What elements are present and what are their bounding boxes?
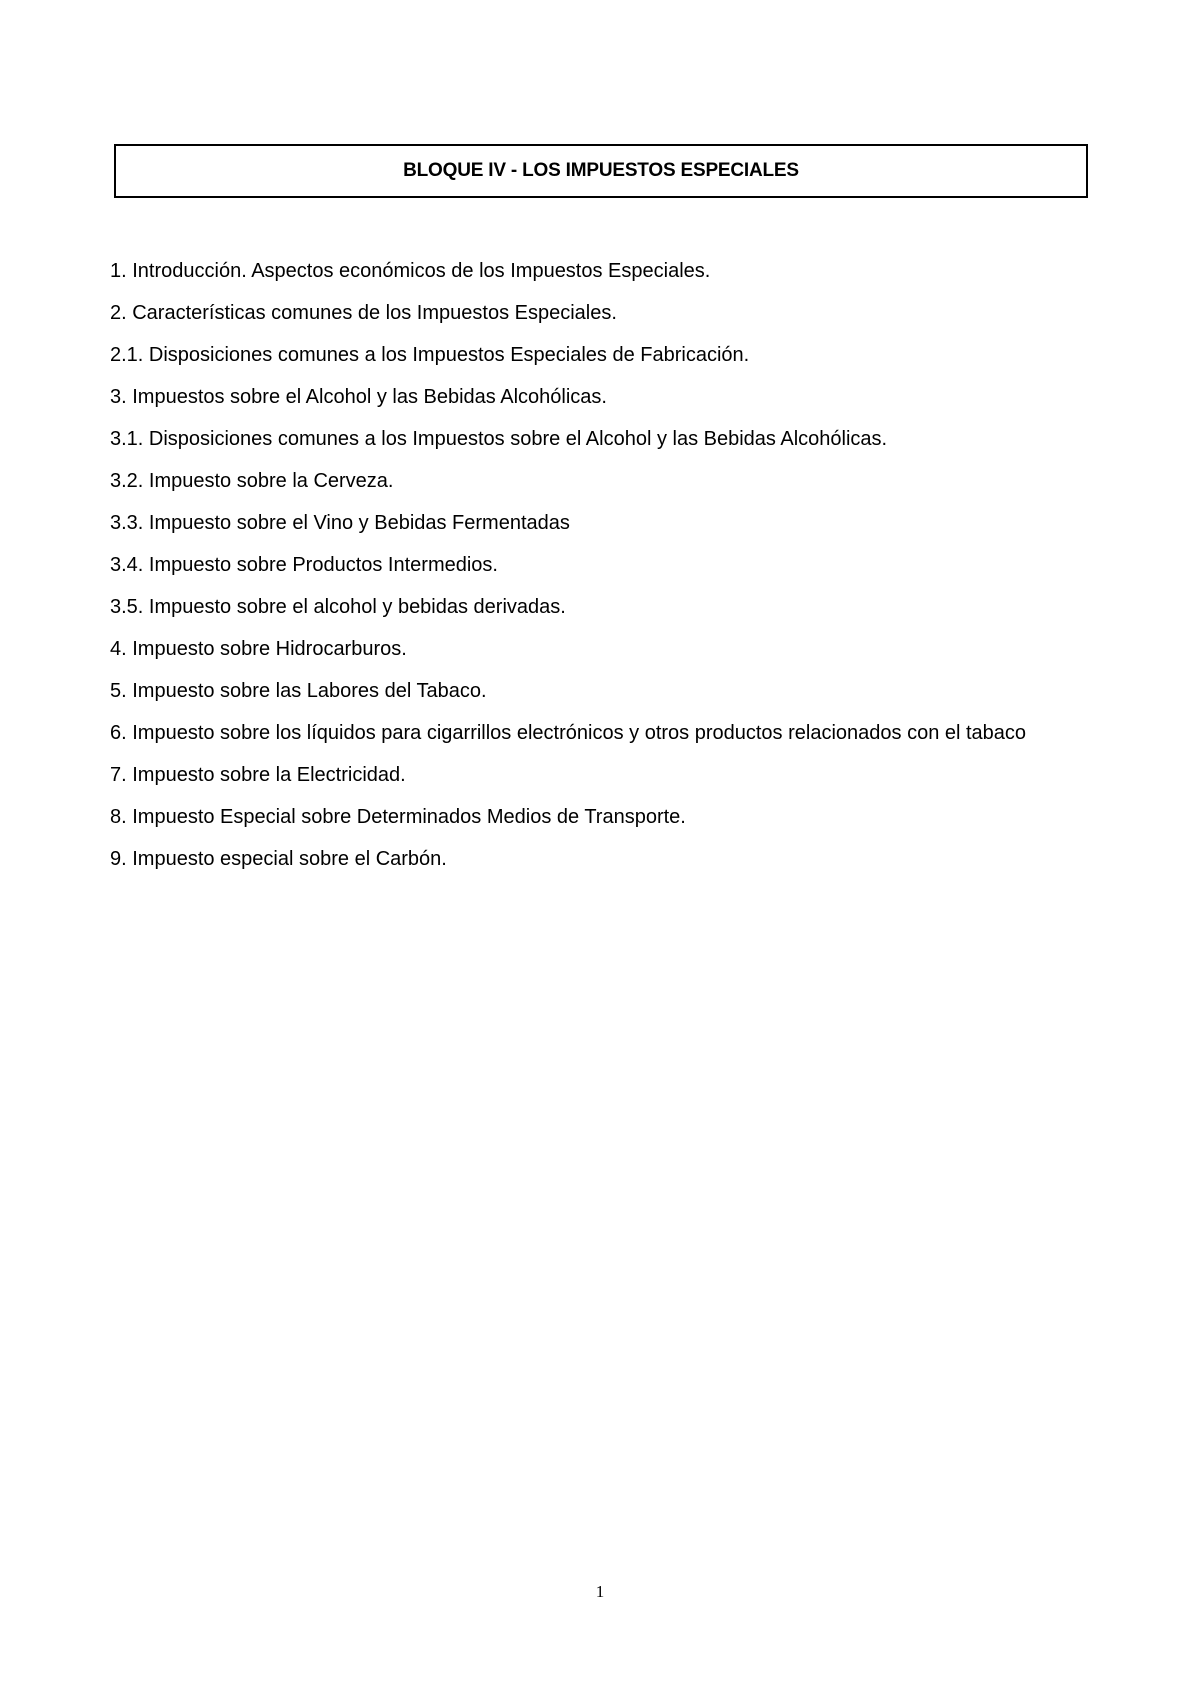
toc-item: 9. Impuesto especial sobre el Carbón.	[110, 848, 447, 870]
table-of-contents	[110, 256, 1080, 886]
toc-item: 7. Impuesto sobre la Electricidad.	[110, 764, 406, 786]
toc-item: 3.4. Impuesto sobre Productos Intermedios.	[110, 554, 498, 576]
document-title: BLOQUE IV - LOS IMPUESTOS ESPECIALES	[403, 160, 799, 181]
toc-item: 1. Introducción. Aspectos económicos de los Impuestos Especiales.	[110, 260, 711, 282]
toc-item: 2.1. Disposiciones comunes a los Impuestos Especiales de Fabricación.	[110, 344, 750, 366]
page-number: 1	[595, 1582, 605, 1601]
title-box	[114, 144, 1088, 198]
toc-item: 3.3. Impuesto sobre el Vino y Bebidas Fermentadas	[110, 512, 570, 534]
toc-item: 3.2. Impuesto sobre la Cerveza.	[110, 470, 394, 492]
toc-item: 3. Impuestos sobre el Alcohol y las Bebidas Alcohólicas.	[110, 386, 607, 408]
toc-item: 2. Características comunes de los Impuestos Especiales.	[110, 302, 617, 324]
toc-item: 6. Impuesto sobre los líquidos para cigarrillos electrónicos y otros productos relacionados con el tabaco	[110, 722, 1027, 744]
toc-item: 4. Impuesto sobre Hidrocarburos.	[110, 638, 407, 660]
toc-item: 3.5. Impuesto sobre el alcohol y bebidas derivadas.	[110, 596, 566, 618]
toc-item: 5. Impuesto sobre las Labores del Tabaco.	[110, 680, 487, 702]
toc-item: 3.1. Disposiciones comunes a los Impuestos sobre el Alcohol y las Bebidas Alcohólicas.	[110, 428, 888, 450]
toc-item: 8. Impuesto Especial sobre Determinados Medios de Transporte.	[110, 806, 686, 828]
